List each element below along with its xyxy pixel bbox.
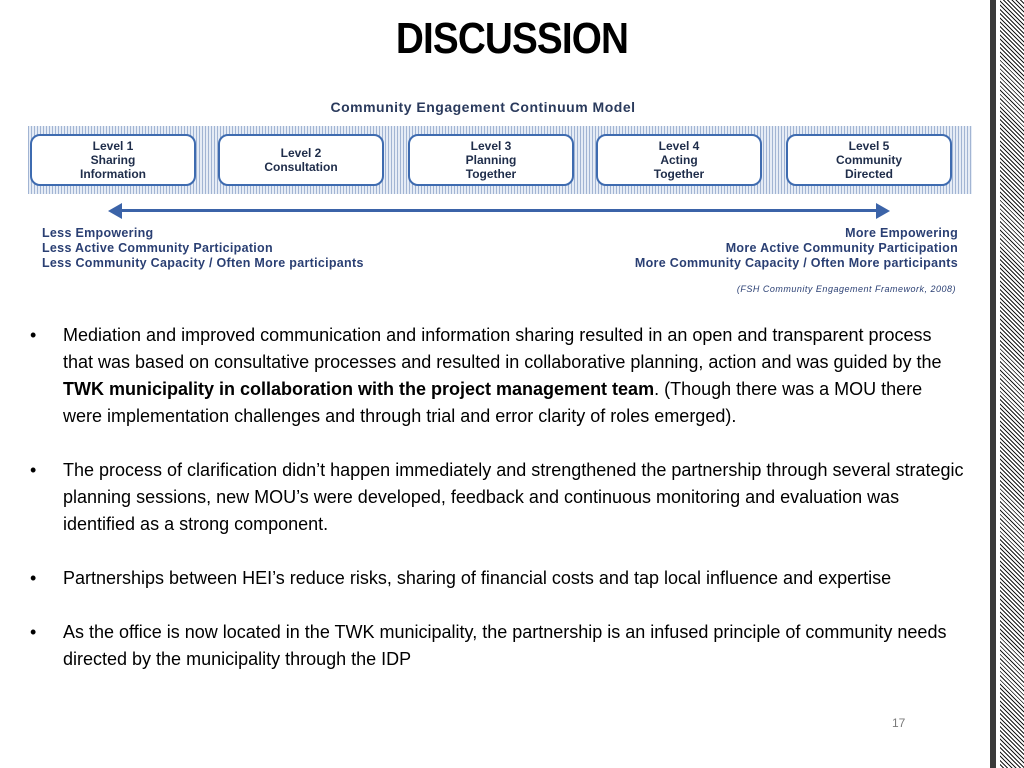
page-number: 17 [892,716,906,730]
bullet-bold-text: TWK municipality in collaboration with the project management team [63,379,655,399]
bullet-list [30,322,965,700]
engagement-continuum-diagram [28,96,972,296]
bullet-item [30,619,965,673]
level-1-box [30,134,196,186]
level-label-line1: Planning [465,153,517,167]
bullet-icon: • [30,568,37,588]
bullet-text: As the office is now located in the TWK municipality, the partnership is an infused principle of community needs directed by the municipality through the IDP [63,622,947,669]
bullet-icon: • [30,460,37,480]
bullet-item [30,457,965,538]
bullet-icon: • [30,622,37,642]
less-empowering-list [42,226,364,271]
level-2-box [218,134,384,186]
level-number: Level 4 [658,139,700,153]
less-item: Less Community Capacity / Often More participants [42,256,364,270]
bullet-item [30,565,965,592]
bullet-text: Partnerships between HEI’s reduce risks, sharing of financial costs and tap local influence and expertise [63,568,892,588]
bullet-text-after: . (Though there was a MOU there were implementation challenges and through trial and error clarity of roles emerged). [63,379,923,426]
level-label-line2: Together [465,167,517,181]
bullet-text: Mediation and improved communication and information sharing resulted in an open and transparent process that was based on consultative processes and resulted in collaborative planning, action and was guided by the [63,325,942,372]
level-number: Level 1 [92,139,134,153]
diagram-title: Community Engagement Continuum Model [330,99,636,115]
bullet-text: The process of clarification didn’t happen immediately and strengthened the partnership through several strategic planning sessions, new MOU’s were developed, feedback and continuous monitoring and evaluation was identified as a strong component. [63,460,964,534]
bullet-item [30,322,965,430]
more-item: More Active Community Participation [725,241,958,255]
slide-title: DISCUSSION [395,14,629,63]
level-3-box [408,134,574,186]
decorative-border [990,0,1024,768]
level-label-line1: Consultation [264,160,338,174]
less-item: Less Active Community Participation [42,241,273,255]
continuum-arrow [118,209,878,212]
more-item: More Community Capacity / Often More participants [634,256,958,270]
level-label-line1: Acting [660,153,698,167]
level-number: Level 3 [470,139,512,153]
arrow-right-head [876,203,890,219]
level-5-box [786,134,952,186]
level-4-box [596,134,762,186]
level-label-line2: Information [80,167,146,181]
bullet-icon: • [30,325,37,345]
level-label-line1: Sharing [90,153,136,167]
level-label-line2: Together [653,167,705,181]
level-number: Level 5 [848,139,890,153]
level-number: Level 2 [280,146,322,160]
level-label-line1: Community [836,153,902,167]
diagram-citation: (FSH Community Engagement Framework, 2008) [736,284,956,294]
more-item: More Empowering [845,226,958,240]
less-item: Less Empowering [42,226,154,240]
level-label-line2: Directed [844,167,894,181]
more-empowering-list [635,226,958,271]
